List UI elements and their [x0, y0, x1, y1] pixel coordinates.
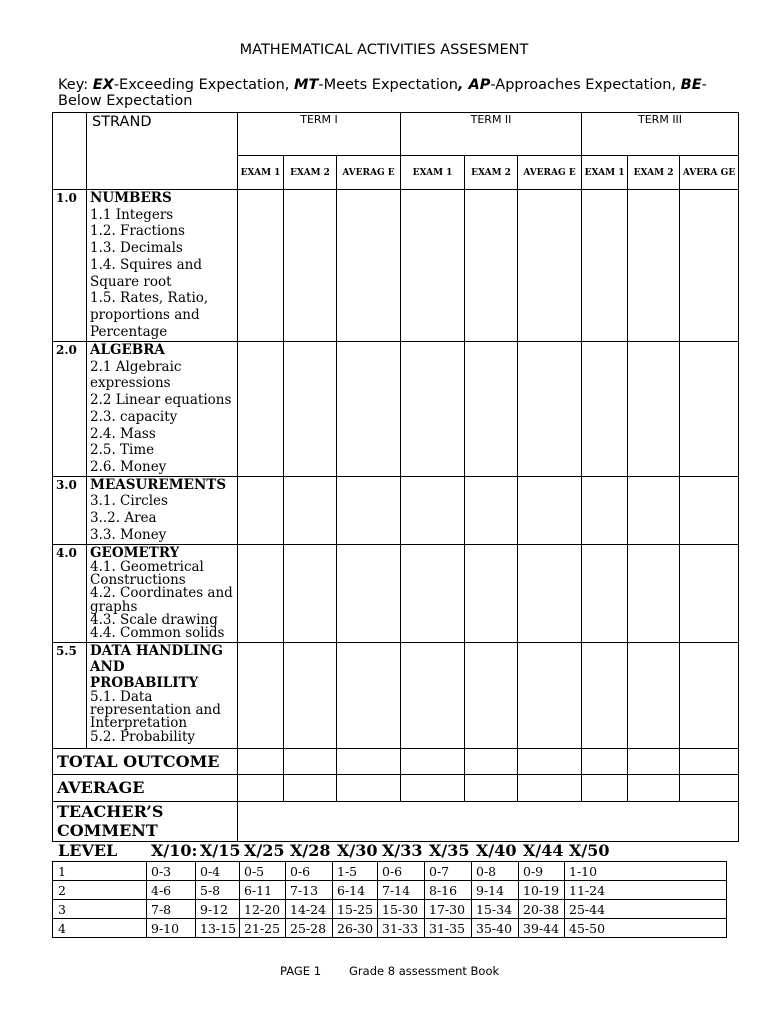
average-label: AVERAGE [53, 774, 238, 801]
strand-topic: 5.2. Probability [90, 728, 196, 745]
score-cell[interactable] [401, 476, 465, 544]
levels-cell: 15-25 [333, 900, 378, 919]
score-cell[interactable] [465, 748, 518, 774]
score-cell[interactable] [680, 342, 739, 477]
score-cell[interactable] [465, 190, 518, 342]
score-cell[interactable] [465, 642, 518, 748]
total-outcome-row [53, 748, 739, 774]
assessment-table [52, 112, 739, 842]
score-cell[interactable] [628, 544, 680, 642]
levels-cell: 1-10 [565, 862, 727, 881]
score-cell[interactable] [518, 774, 582, 801]
key-code-mt: MT [294, 77, 319, 93]
total-outcome-label: TOTAL OUTCOME [53, 748, 238, 774]
strand-topic: 2.6. Money [90, 458, 167, 475]
levels-cell: 0-5 [240, 862, 286, 881]
term-3-header: TERM III [582, 113, 739, 156]
strand-topic: 2.2 Linear equations [90, 392, 232, 409]
levels-cell: 25-28 [286, 919, 333, 938]
score-cell[interactable] [284, 748, 337, 774]
score-cell[interactable] [337, 544, 401, 642]
strand-number: 3.0 [53, 476, 87, 544]
score-cell[interactable] [628, 190, 680, 342]
levels-header-cell: X/28 [290, 841, 331, 860]
levels-cell: 9-14 [472, 881, 519, 900]
strand-topic: 1.1 Integers [90, 206, 174, 223]
score-cell[interactable] [238, 342, 284, 477]
score-cell[interactable] [337, 342, 401, 477]
subheader-t1-exam2: EXAM 2 [284, 156, 337, 190]
key-code-ap: , AP [457, 77, 491, 93]
score-cell[interactable] [401, 642, 465, 748]
score-cell[interactable] [628, 774, 680, 801]
score-cell[interactable] [582, 476, 628, 544]
levels-cell: 26-30 [333, 919, 378, 938]
score-cell[interactable] [337, 190, 401, 342]
strand-title: NUMBERS [90, 190, 172, 206]
levels-cell: 17-30 [425, 900, 472, 919]
key-code-ex: EX [92, 77, 114, 93]
levels-cell: 0-4 [196, 862, 240, 881]
levels-cell: 0-9 [519, 862, 565, 881]
score-cell[interactable] [401, 342, 465, 477]
score-cell[interactable] [680, 748, 739, 774]
subheader-t3-average: AVERA GE [680, 156, 739, 190]
term-1-header: TERM I [238, 113, 401, 156]
score-cell[interactable] [284, 642, 337, 748]
strand-topic: 1.5. Rates, Ratio, proportions and Percentage [90, 290, 209, 340]
key-legend [58, 77, 738, 109]
score-cell[interactable] [284, 342, 337, 477]
strand-topic: 3.3. Money [90, 526, 167, 543]
key-text-ex: -Exceeding Expectation, [113, 77, 295, 93]
score-cell[interactable] [582, 748, 628, 774]
levels-header-cell: X/10: [151, 841, 198, 860]
score-cell[interactable] [680, 190, 739, 342]
strand-cell [87, 544, 238, 642]
strand-topic: 1.2. Fractions [90, 223, 185, 240]
strand-title: ALGEBRA [90, 342, 165, 358]
score-cell[interactable] [284, 774, 337, 801]
score-cell[interactable] [401, 748, 465, 774]
average-row [53, 774, 739, 801]
key-code-be: BE [680, 77, 702, 93]
score-cell[interactable] [238, 642, 284, 748]
levels-cell: 11-24 [565, 881, 727, 900]
strand-topic: 2.4. Mass [90, 425, 156, 442]
score-cell[interactable] [582, 642, 628, 748]
levels-header-cell: X/25 [244, 841, 285, 860]
strand-row-geometry [53, 544, 739, 642]
levels-cell: 25-44 [565, 900, 727, 919]
levels-cell: 0-7 [425, 862, 472, 881]
levels-cell: 8-16 [425, 881, 472, 900]
levels-header-cell: X/15 [200, 841, 241, 860]
levels-cell: 10-19 [519, 881, 565, 900]
score-cell[interactable] [337, 774, 401, 801]
score-cell[interactable] [628, 642, 680, 748]
key-text-be: - Below Expectation [58, 77, 707, 109]
levels-row [53, 919, 727, 938]
levels-cell: 31-35 [425, 919, 472, 938]
levels-cell: 3 [53, 900, 147, 919]
subheader-t1-exam1: EXAM 1 [238, 156, 284, 190]
levels-cell: 45-50 [565, 919, 727, 938]
score-cell[interactable] [518, 544, 582, 642]
score-cell[interactable] [628, 342, 680, 477]
levels-row [53, 900, 727, 919]
levels-cell: 4-6 [147, 881, 196, 900]
strand-number: 5.5 [53, 642, 87, 748]
score-cell[interactable] [582, 342, 628, 477]
score-cell[interactable] [465, 342, 518, 477]
strand-topic: 2.3. capacity [90, 408, 178, 425]
strand-topic: 3..2. Area [90, 510, 157, 527]
levels-cell: 5-8 [196, 881, 240, 900]
levels-cell: 13-15 [196, 919, 240, 938]
levels-cell: 1-5 [333, 862, 378, 881]
strand-topic: 3.1. Circles [90, 493, 168, 510]
score-cell[interactable] [680, 642, 739, 748]
strand-row-data-handling [53, 642, 739, 748]
score-cell[interactable] [518, 748, 582, 774]
levels-cell: 12-20 [240, 900, 286, 919]
levels-cell: 6-11 [240, 881, 286, 900]
strand-topic: 5.1. Data representation and Interpretation [90, 688, 221, 732]
term-2-header: TERM II [401, 113, 582, 156]
score-cell[interactable] [284, 544, 337, 642]
strand-header: STRAND [87, 113, 238, 190]
levels-cell: 0-6 [286, 862, 333, 881]
strand-cell [87, 342, 238, 477]
levels-row [53, 881, 727, 900]
levels-header-cell: X/50 [569, 841, 610, 860]
corner-cell [53, 113, 87, 190]
score-cell[interactable] [518, 342, 582, 477]
score-cell[interactable] [337, 642, 401, 748]
score-cell[interactable] [401, 544, 465, 642]
strand-topic: 4.1. Geometrical Constructions [90, 558, 204, 588]
strand-title: GEOMETRY [90, 544, 180, 561]
score-cell[interactable] [680, 774, 739, 801]
levels-table [52, 861, 727, 938]
levels-row [53, 862, 727, 881]
levels-cell: 0-6 [378, 862, 425, 881]
levels-cell: 0-3 [147, 862, 196, 881]
levels-cell: 2 [53, 881, 147, 900]
levels-header-cell: X/35 [429, 841, 470, 860]
score-cell[interactable] [401, 190, 465, 342]
score-cell[interactable] [518, 642, 582, 748]
strand-cell [87, 642, 238, 748]
key-text-mt: -Meets Expectation [318, 77, 458, 93]
score-cell[interactable] [284, 190, 337, 342]
score-cell[interactable] [238, 774, 284, 801]
subheader-t2-exam1: EXAM 1 [401, 156, 465, 190]
strand-title: MEASUREMENTS [90, 476, 227, 493]
levels-header-cell: X/30 [337, 841, 378, 860]
levels-cell: 9-10 [147, 919, 196, 938]
score-cell[interactable] [465, 476, 518, 544]
footer-book-title: Grade 8 assessment Book [349, 964, 500, 978]
score-cell[interactable] [628, 476, 680, 544]
strand-topic: 4.2. Coordinates and graphs [90, 585, 233, 615]
subheader-t3-exam1: EXAM 1 [582, 156, 628, 190]
score-cell[interactable] [238, 544, 284, 642]
page-title: MATHEMATICAL ACTIVITIES ASSESMENT [239, 42, 529, 58]
score-cell[interactable] [337, 476, 401, 544]
teacher-comment-field[interactable] [238, 801, 739, 841]
levels-cell: 39-44 [519, 919, 565, 938]
levels-header-cell: LEVEL [58, 841, 118, 860]
levels-cell: 35-40 [472, 919, 519, 938]
score-cell[interactable] [337, 748, 401, 774]
levels-cell: 7-13 [286, 881, 333, 900]
score-cell[interactable] [238, 748, 284, 774]
strand-title: DATA HANDLING AND PROBABILITY [90, 642, 223, 691]
strand-row-numbers [53, 190, 739, 342]
score-cell[interactable] [465, 544, 518, 642]
footer-page-number: PAGE 1 [280, 964, 322, 978]
strand-number: 1.0 [53, 190, 87, 342]
levels-cell: 14-24 [286, 900, 333, 919]
levels-cell: 7-8 [147, 900, 196, 919]
score-cell[interactable] [680, 476, 739, 544]
score-cell[interactable] [401, 774, 465, 801]
levels-cell: 15-30 [378, 900, 425, 919]
levels-cell: 9-12 [196, 900, 240, 919]
levels-cell: 15-34 [472, 900, 519, 919]
levels-cell: 31-33 [378, 919, 425, 938]
score-cell[interactable] [284, 476, 337, 544]
levels-header-cell: X/44 [523, 841, 564, 860]
levels-cell: 4 [53, 919, 147, 938]
score-cell[interactable] [518, 476, 582, 544]
strand-topic: 4.3. Scale drawing [90, 611, 218, 628]
levels-cell: 21-25 [240, 919, 286, 938]
levels-header-cell: X/40 [476, 841, 517, 860]
teacher-comment-row [53, 801, 739, 841]
subheader-t1-average: AVERAG E [337, 156, 401, 190]
subheader-t2-exam2: EXAM 2 [465, 156, 518, 190]
strand-number: 4.0 [53, 544, 87, 642]
strand-topic: 2.5. Time [90, 442, 155, 459]
subheader-t2-average: AVERAG E [518, 156, 582, 190]
score-cell[interactable] [680, 544, 739, 642]
score-cell[interactable] [465, 774, 518, 801]
strand-cell [87, 190, 238, 342]
levels-cell: 7-14 [378, 881, 425, 900]
score-cell[interactable] [582, 190, 628, 342]
strand-topic: 2.1 Algebraic expressions [90, 358, 182, 392]
key-text-ap: -Approaches Expectation, [490, 77, 681, 93]
levels-cell: 1 [53, 862, 147, 881]
score-cell[interactable] [582, 774, 628, 801]
strand-row-algebra [53, 342, 739, 477]
levels-cell: 6-14 [333, 881, 378, 900]
score-cell[interactable] [238, 190, 284, 342]
levels-cell: 20-38 [519, 900, 565, 919]
score-cell[interactable] [518, 190, 582, 342]
strand-row-measurements [53, 476, 739, 544]
key-prefix: Key: [58, 77, 93, 93]
page-footer [280, 964, 499, 978]
strand-number: 2.0 [53, 342, 87, 477]
score-cell[interactable] [238, 476, 284, 544]
strand-topic: 1.3. Decimals [90, 240, 183, 257]
score-cell[interactable] [582, 544, 628, 642]
levels-header-cell: X/33 [382, 841, 423, 860]
score-cell[interactable] [628, 748, 680, 774]
strand-topic: 1.4. Squires and Square root [90, 256, 203, 290]
subheader-t3-exam2: EXAM 2 [628, 156, 680, 190]
levels-cell: 0-8 [472, 862, 519, 881]
strand-topic: 4.4. Common solids [90, 625, 225, 642]
teacher-comment-label: TEACHER’S COMMENT [53, 801, 238, 841]
strand-cell [87, 476, 238, 544]
